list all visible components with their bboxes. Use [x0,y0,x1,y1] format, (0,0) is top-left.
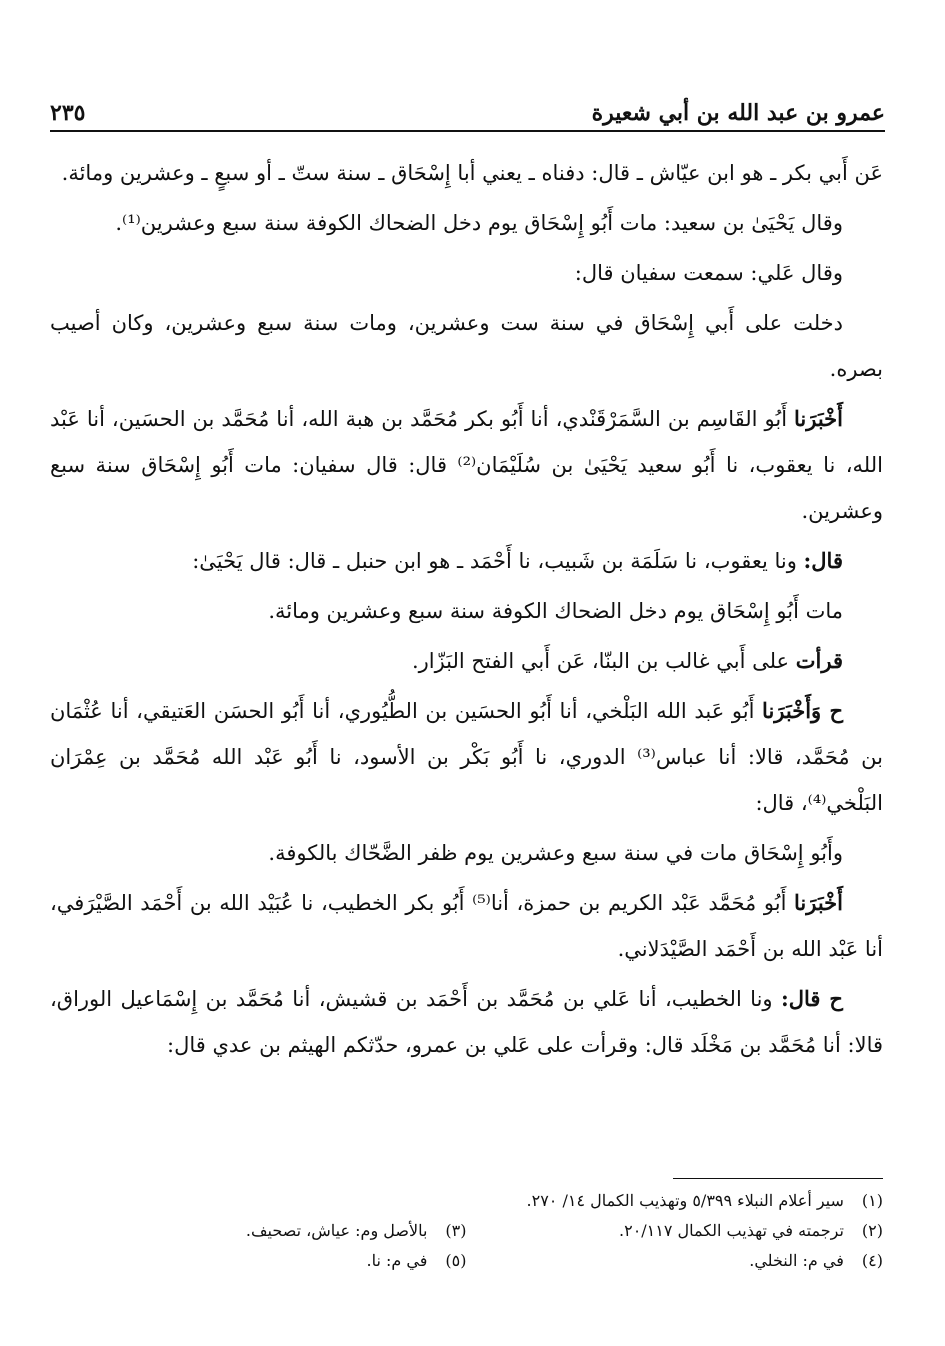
footnote-row [50,1186,883,1216]
header-rule [50,130,885,132]
footnotes [50,1186,883,1276]
paragraph-text: على أَبي غالب بن البنّا، عَن أَبي الفتح البَزّار. [411,649,796,673]
paragraph-text: وقال عَلي: سمعت سفيان قال: [574,261,843,285]
paragraph-lead: قال: [803,548,843,573]
footnote [467,1216,884,1246]
footnote-text: في م: النخلي. [749,1251,844,1270]
paragraph [50,688,883,826]
footnote-rule [673,1178,883,1179]
paragraph-text: وقال يَحْيَىٰ بن سعيد: مات أَبُو إِسْحَاق يوم دخل الضحاك الكوفة سنة سبع وعشرين⁽¹⁾. [115,211,843,235]
paragraph-lead: قرأت [795,648,843,673]
paragraph-lead: ح قال: [780,986,843,1011]
paragraph [50,880,883,972]
footnote-number: (٣) [445,1221,467,1240]
paragraph [50,150,883,196]
paragraph [50,538,883,584]
footnote [467,1246,884,1276]
footnote-number: (٤) [861,1251,883,1270]
footnote-row [50,1216,883,1246]
paragraph-text: عَن أَبي بكر ـ هو ابن عيّاش ـ قال: دفناه ـ يعني أبا إِسْحَاق ـ سنة ستّ ـ أو سبعٍ ـ وعشرين ومائة. [61,161,883,185]
paragraph [50,638,883,684]
paragraph-text: أَبُو مُحَمَّد عَبْد الكريم بن حمزة، أنا⁽⁵⁾ أَبُو بكر الخطيب، نا عُبَيْد الله بن أَحْمَد الصَّيْرَفي، أنا عَبْد الله بن أَحْمَد الصَّيْدَلاني. [50,891,883,961]
footnote [50,1186,883,1216]
main-text [50,150,883,1072]
footnote-text: في م: نا. [366,1251,428,1270]
paragraph-text: مات أَبُو إِسْحَاق يوم دخل الضحاك الكوفة سنة سبع وعشرين ومائة. [268,599,843,623]
paragraph-text: أَبُو القَاسِم بن السَّمَرْقَنْدي، أنا أَبُو بكر مُحَمَّد بن هبة الله، أنا مُحَمَّد بن الحسَين، أنا عَبْد الله، نا يعقوب، نا أَبُو سعيد يَحْيَىٰ بن سُلَيْمَان⁽²⁾ قال: قال سفيان: مات أَبُو إِسْحَاق سنة سبع وعشرين. [50,407,883,523]
paragraph [50,396,883,534]
paragraph-lead: أَخْبَرَنا [794,406,843,431]
footnote-text: بالأصل وم: عياش، تصحيف. [245,1221,428,1240]
footnote-text: سير أعلام النبلاء ٥/٣٩٩ وتهذيب الكمال ١٤/ ٢٧٠. [526,1191,844,1210]
footnote-text: ترجمته في تهذيب الكمال ٢٠/١١٧. [619,1221,844,1240]
footnote-number: (١) [861,1191,883,1210]
paragraph [50,250,883,296]
paragraph-text: ونا الخطيب، أنا عَلي بن مُحَمَّد بن أَحْمَد بن قشيش، أنا مُحَمَّد بن إِسْمَاعيل الوراق، قالا: أنا مُحَمَّد بن مَخْلَد قال: وقرأت على عَلي بن عمرو، حدّثكم الهيثم بن عدي قال: [50,987,883,1057]
paragraph-text: أَبُو عَبد الله البَلْخي، أنا أَبُو الحسَين بن الطُّيُوري، أنا أَبُو الحسَن العَتيقي، أنا عُثْمَان بن مُحَمَّد، قالا: أنا عباس⁽³⁾ الدوري، نا أَبُو بَكْر بن الأسود، نا أَبُو عَبْد الله مُحَمَّد بن عِمْرَان البَلْخي⁽⁴⁾، قال: [50,699,883,815]
paragraph [50,830,883,876]
page-number: ٢٣٥ [50,100,86,126]
paragraph-lead: ح وَأَخْبَرَنا [762,698,844,723]
paragraph [50,200,883,246]
paragraph-text: دخلت على أَبي إِسْحَاق في سنة ست وعشرين، ومات سنة سبع وعشرين، وكان أصيب بصره. [50,311,883,381]
footnote [50,1246,467,1276]
paragraph-lead: أَخْبَرَنا [794,890,843,915]
footnote-number: (٢) [861,1221,883,1240]
footnote-number: (٥) [445,1251,467,1270]
paragraph [50,588,883,634]
paragraph [50,300,883,392]
paragraph-text: وأَبُو إِسْحَاق مات في سنة سبع وعشرين يوم ظفر الضَّحّاك بالكوفة. [268,841,843,865]
paragraph-text: ونا يعقوب، نا سَلَمَة بن شَبيب، نا أَحْمَد ـ هو ابن حنبل ـ قال: قال يَحْيَىٰ: [192,549,804,573]
page-header [50,86,885,126]
paragraph [50,976,883,1068]
footnote-row [50,1246,883,1276]
footnote [50,1216,467,1246]
running-title: عمرو بن عبد الله بن أبي شعيرة [591,100,885,126]
